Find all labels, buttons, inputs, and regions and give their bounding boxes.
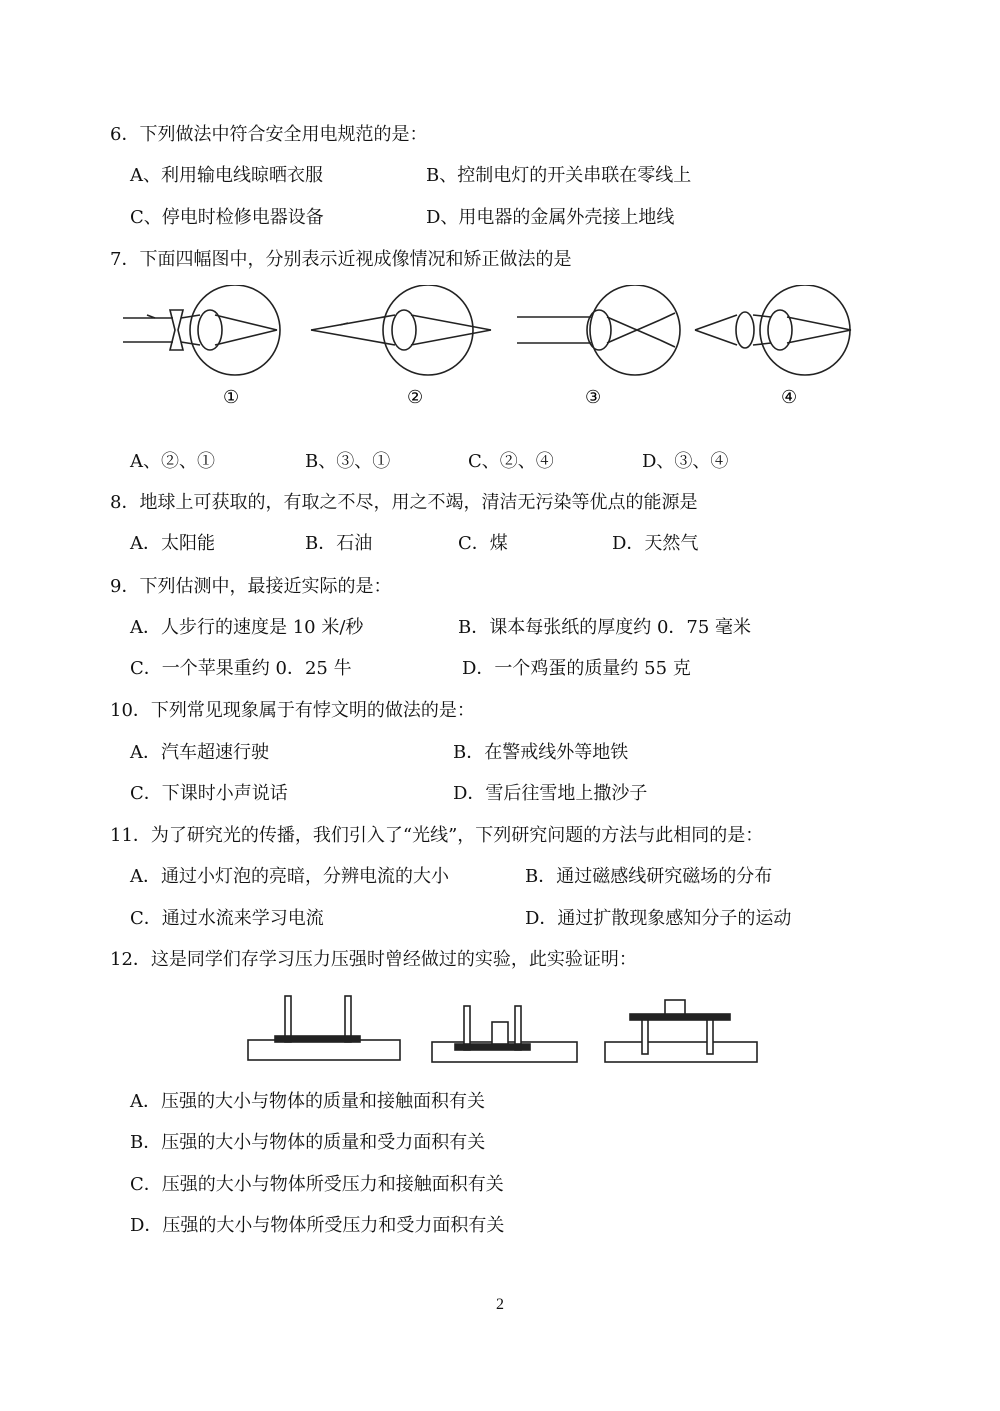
pressure-experiment-figure [245, 990, 760, 1070]
q11-stem: 11．为了研究光的传播，我们引入了“光线”，下列研究问题的方法与此相同的是： [110, 825, 764, 846]
q8-stem: 8．地球上可获取的，有取之不尽，用之不竭，清洁无污染等优点的能源是 [110, 492, 698, 513]
q9-option-c: C．一个苹果重约 0．25 牛 [130, 658, 352, 679]
q9-option-b: B．课本每张纸的厚度约 0．75 毫米 [458, 617, 752, 638]
q6-stem: 6．下列做法中符合安全用电规范的是： [110, 124, 428, 145]
q10-option-c: C．下课时小声说话 [130, 783, 288, 804]
q6-option-b: B、控制电灯的开关串联在零线上 [426, 165, 692, 186]
eye-diagram-4 [695, 285, 851, 375]
pressure-setup-1 [248, 996, 400, 1060]
eye-diagram-label-1: ① [223, 387, 240, 408]
q12-option-d: D．压强的大小与物体所受压力和受力面积有关 [130, 1215, 505, 1236]
eye-diagram-1 [123, 285, 280, 375]
pressure-setup-2 [432, 1006, 577, 1062]
page-number: 2 [496, 1296, 504, 1313]
q7-option-d: D、③、④ [642, 451, 729, 472]
q11-option-a: A．通过小灯泡的亮暗，分辨电流的大小 [130, 866, 449, 887]
q6-option-a: A、利用输电线晾晒衣服 [130, 165, 323, 186]
q12-stem: 12．这是同学们存学习压力压强时曾经做过的实验，此实验证明： [110, 949, 637, 970]
q11-option-c: C．通过水流来学习电流 [130, 908, 324, 929]
eye-diagram-2 [311, 285, 491, 375]
q8-option-c: C．煤 [458, 533, 508, 554]
q10-option-a: A．汽车超速行驶 [130, 742, 269, 763]
eye-diagram-label-4: ④ [781, 387, 798, 408]
q7-stem: 7．下面四幅图中，分别表示近视成像情况和矫正做法的是 [110, 249, 572, 270]
q6-option-d: D、用电器的金属外壳接上地线 [426, 207, 675, 228]
q12-option-a: A．压强的大小与物体的质量和接触面积有关 [130, 1091, 485, 1112]
q10-option-b: B．在警戒线外等地铁 [453, 742, 629, 763]
eye-diagram-3 [517, 285, 680, 375]
q9-option-d: D．一个鸡蛋的质量约 55 克 [462, 658, 691, 679]
pressure-setup-3 [605, 1000, 757, 1062]
q7-option-a: A、②、① [130, 451, 215, 472]
q8-option-b: B．石油 [305, 533, 373, 554]
q8-option-a: A．太阳能 [130, 533, 215, 554]
eye-diagram-label-2: ② [407, 387, 424, 408]
q7-option-c: C、②、④ [468, 451, 554, 472]
q11-option-b: B．通过磁感线研究磁场的分布 [525, 866, 773, 887]
q12-option-c: C．压强的大小与物体所受压力和接触面积有关 [130, 1174, 504, 1195]
q7-option-b: B、③、① [305, 451, 391, 472]
q12-option-b: B．压强的大小与物体的质量和受力面积有关 [130, 1132, 486, 1153]
eye-diagram-label-3: ③ [585, 387, 602, 408]
q9-option-a: A．人步行的速度是 10 米/秒 [130, 617, 364, 638]
q10-option-d: D．雪后往雪地上撒沙子 [453, 783, 648, 804]
q8-option-d: D．天然气 [612, 533, 699, 554]
q10-stem: 10．下列常见现象属于有悖文明的做法的是： [110, 700, 475, 721]
q11-option-d: D．通过扩散现象感知分子的运动 [525, 908, 792, 929]
q6-option-c: C、停电时检修电器设备 [130, 207, 324, 228]
q9-stem: 9．下列估测中，最接近实际的是： [110, 576, 392, 597]
eye-diagrams-figure [115, 285, 875, 425]
